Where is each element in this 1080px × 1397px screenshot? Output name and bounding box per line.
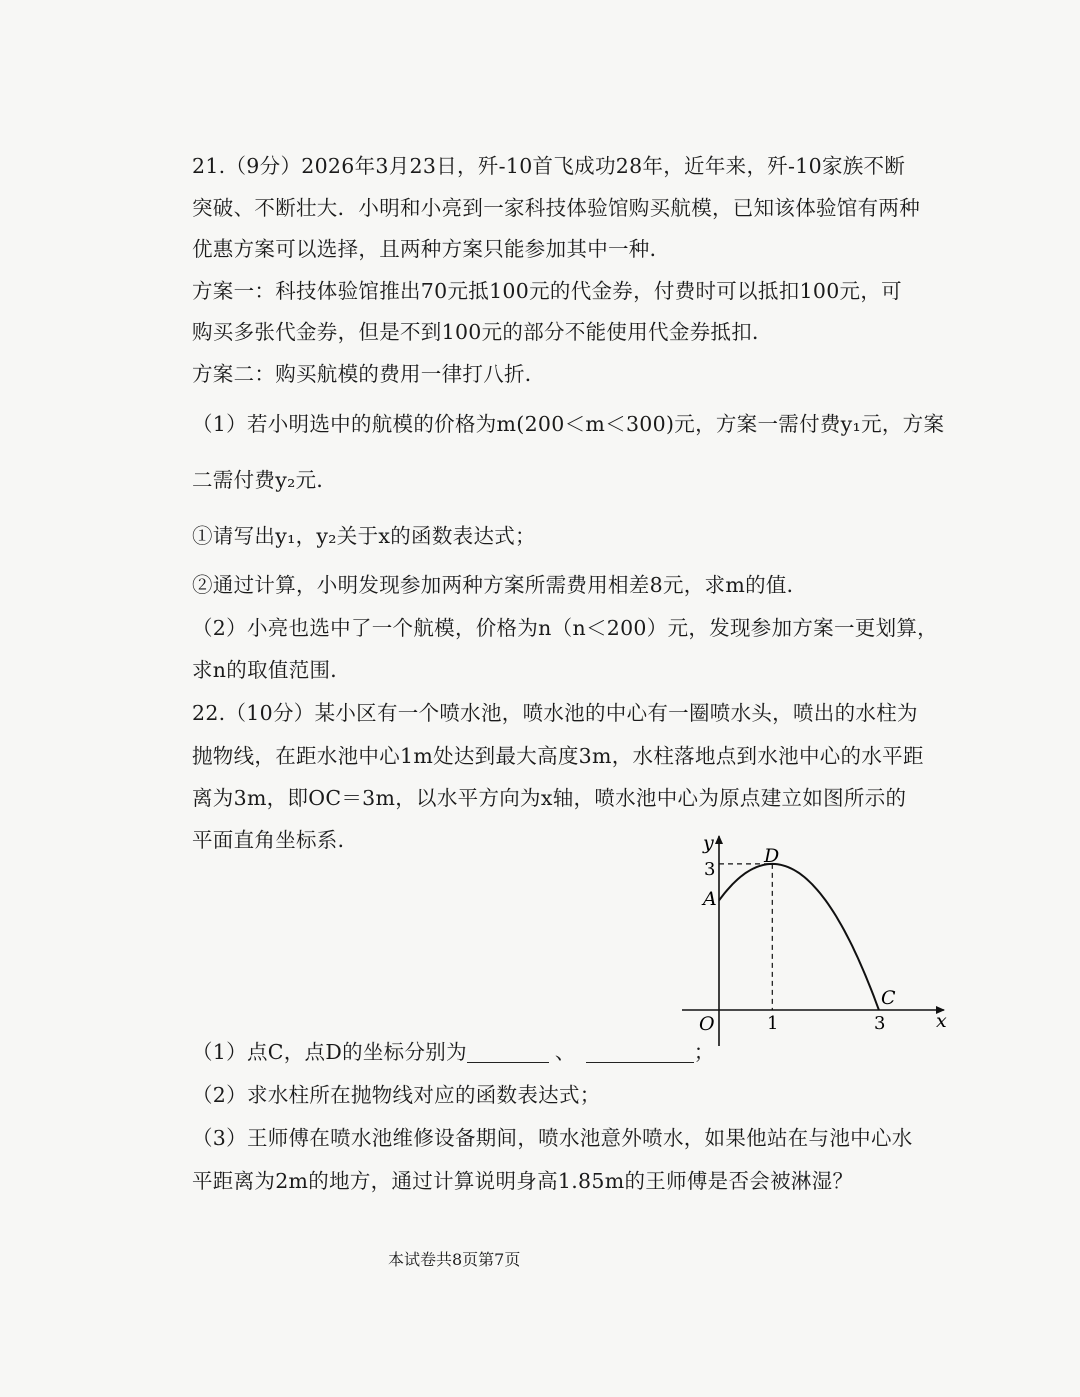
q21-part-2-line-1: （2）小亮也选中了一个航模，价格为n（n＜200）元，发现参加方案一更划算， [192,616,938,640]
q22-part-1-separator: 、 [554,1040,576,1064]
q21-part-2-line-2: 求n的取值范围． [192,658,352,682]
q22-part-1 [192,1038,715,1066]
q21-part-1-line-1: （1）若小明选中的航模的价格为m(200＜m＜300)元，方案一需付费y₁元，方案 [192,412,945,436]
point-c-label: C [881,987,896,1009]
q22-line-3: 离为3m，即OC＝3m，以水平方向为x轴，喷水池中心为原点建立如图所示的 [192,786,907,810]
q22-part-3-line-1: （3）王师傅在喷水池维修设备期间，喷水池意外喷水，如果他站在与池中心水 [192,1126,913,1150]
q22-part-1-end: ； [693,1040,715,1064]
page-footer: 本试卷共8页第7页 [388,1250,521,1269]
answer-blank-point-c[interactable] [467,1040,549,1063]
point-d-label: D [764,845,780,867]
q21-part-1-line-2: 二需付费y₂元． [192,468,338,492]
answer-blank-point-d[interactable] [586,1040,694,1063]
x-tick-1-label: 1 [767,1013,779,1034]
q21-plan-one-line-1: 方案一：科技体验馆推出70元抵100元的代金券，付费时可以抵扣100元，可 [192,279,902,303]
q21-line-3: 优惠方案可以选择，且两种方案只能参加其中一种． [192,237,671,261]
q22-line-2: 抛物线，在距水池中心1m处达到最大高度3m，水柱落地点到水池中心的水平距 [192,744,924,768]
y-axis-label: y [703,832,714,854]
y-tick-3-label: 3 [704,859,716,880]
q21-plan-one-line-2: 购买多张代金券，但是不到100元的部分不能使用代金券抵扣． [192,320,773,344]
q21-line-2: 突破、不断壮大．小明和小亮到一家科技体验馆购买航模，已知该体验馆有两种 [192,196,920,220]
q22-part-2: （2）求水柱所在抛物线对应的函数表达式； [192,1083,601,1107]
origin-label: O [699,1013,715,1035]
q22-line-4: 平面直角坐标系． [192,828,359,852]
q22-part-3-line-2: 平距离为2m的地方，通过计算说明身高1.85m的王师傅是否会被淋湿？ [192,1169,854,1193]
q22-line-1: 22.（10分）某小区有一个喷水池，喷水池的中心有一圈喷水头，喷出的水柱为 [192,701,918,725]
q21-part-1-sub-2: ②通过计算，小明发现参加两种方案所需费用相差8元，求m的值． [192,573,808,597]
q21-plan-two: 方案二：购买航模的费用一律打八折． [192,362,546,386]
point-a-label: A [703,888,717,910]
parabola-curve [719,864,879,1010]
x-axis-label: x [936,1010,947,1032]
x-tick-3-label: 3 [874,1013,886,1034]
q21-part-1-sub-1: ①请写出y₁，y₂关于x的函数表达式； [192,524,536,548]
q21-line-1: 21.（9分）2026年3月23日，歼-10首飞成功28年，近年来，歼-10家族不断 [192,154,906,178]
q22-part-1-text: （1）点C，点D的坐标分别为 [192,1040,467,1064]
